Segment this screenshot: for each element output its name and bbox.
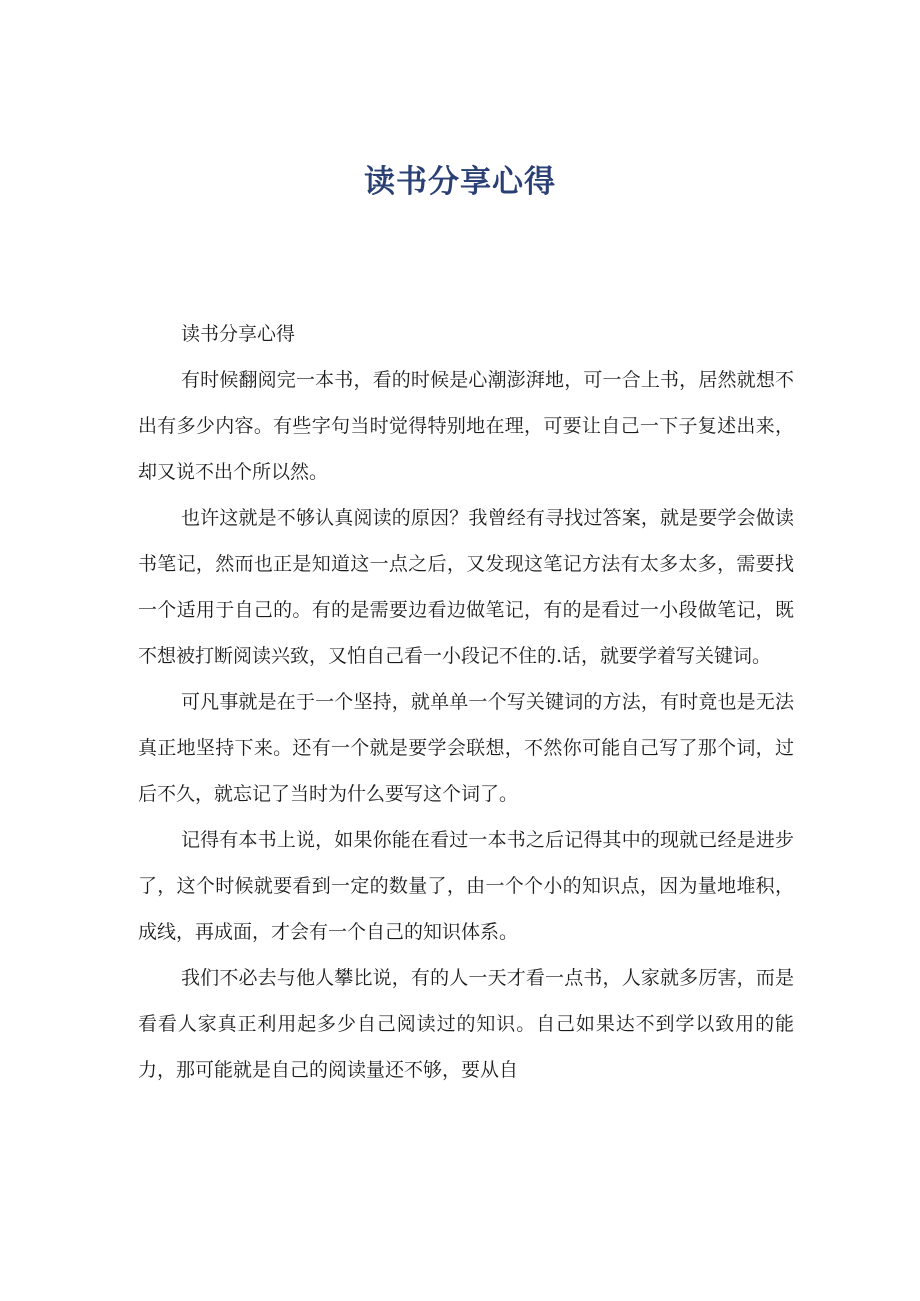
paragraph: 我们不必去与他人攀比说，有的人一天才看一点书，人家就多厉害，而是看看人家真正利用起多少自己阅读过的知识。自己如果达不到学以致用的能力，那可能就是自己的阅读量还不够，要从自 xyxy=(138,967,794,1081)
paragraph: 有时候翻阅完一本书，看的时候是心潮澎湃地，可一合上书，居然就想不出有多少内容。有些字句当时觉得特别地在理，可要让自己一下子复述出来，却又说不出个所以然。 xyxy=(138,369,794,483)
document-body xyxy=(138,311,794,1093)
document-subtitle: 读书分享心得 xyxy=(181,323,296,345)
document-title: 读书分享心得 xyxy=(364,164,556,200)
paragraph: 可凡事就是在于一个坚持，就单单一个写关键词的方法，有时竟也是无法真正地坚持下来。还有一个就是要学会联想，不然你可能自己写了那个词，过后不久，就忘记了当时为什么要写这个词了。 xyxy=(138,691,794,805)
paragraph: 也许这就是不够认真阅读的原因？我曾经有寻找过答案，就是要学会做读书笔记，然而也正是知道这一点之后，又发现这笔记方法有太多太多，需要找一个适用于自己的。有的是需要边看边做笔记，有的是看过一小段做笔记，既不想被打断阅读兴致，又怕自己看一小段记不住的.话，就要学着写关键词。 xyxy=(138,507,794,667)
paragraph: 记得有本书上说，如果你能在看过一本书之后记得其中的现就已经是进步了，这个时候就要看到一定的数量了，由一个个小的知识点，因为量地堆积，成线，再成面，才会有一个自己的知识体系。 xyxy=(138,829,794,943)
